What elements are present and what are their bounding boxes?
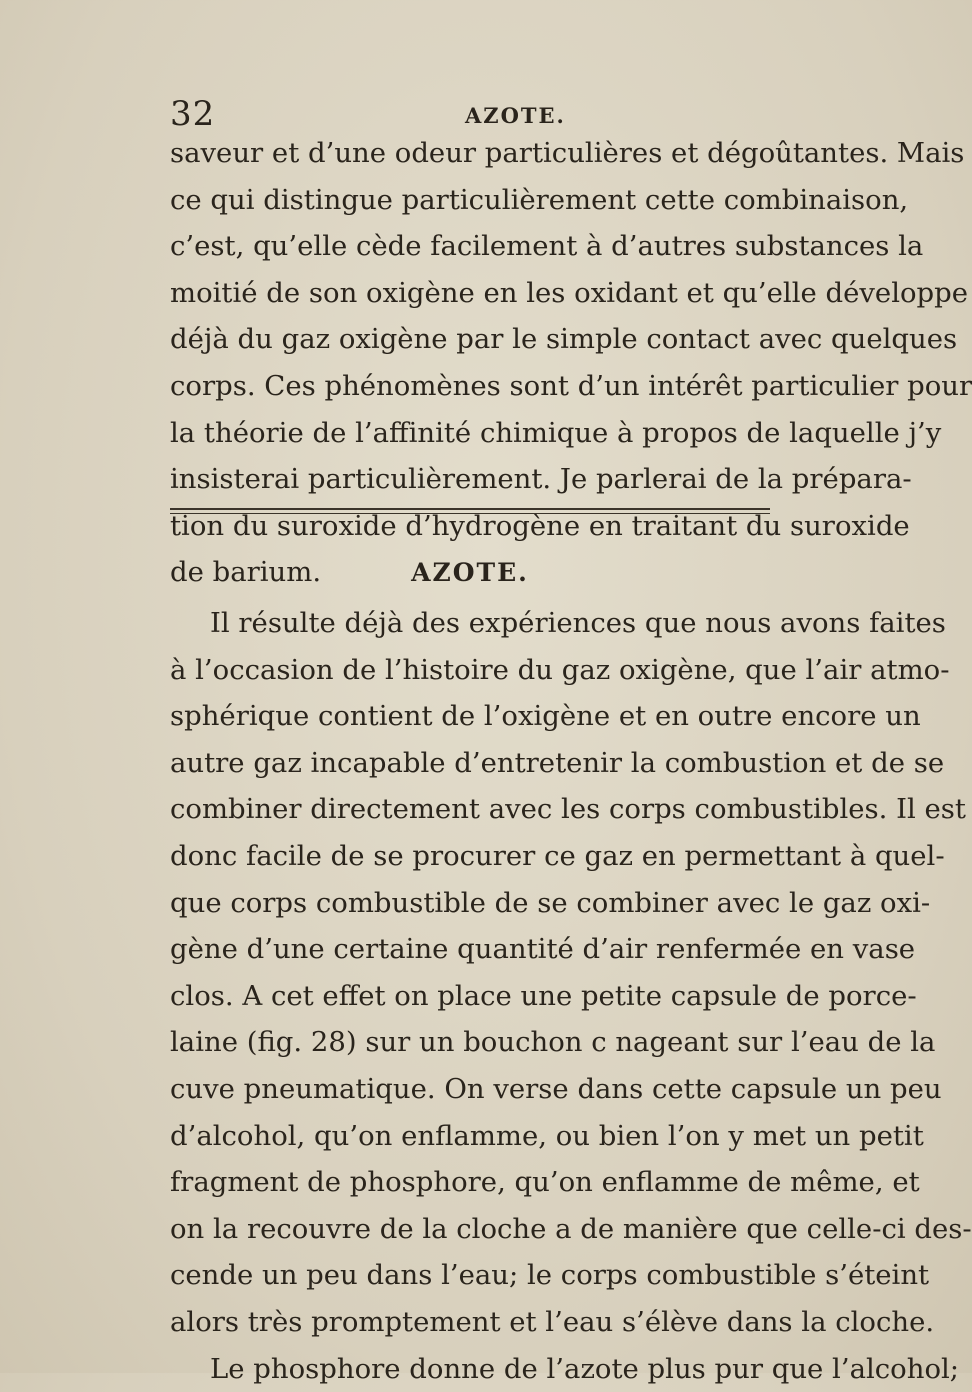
text-line: saveur et d’une odeur particulières et dégoûtantes. Mais — [170, 130, 770, 177]
text-line: donc facile de se procurer ce gaz en permettant à quel- — [170, 833, 770, 880]
text-line: insisterai particulièrement. Je parlerai de la prépara- — [170, 456, 770, 503]
text-line: d’alcohol, qu’on enflamme, ou bien l’on y met un petit — [170, 1113, 770, 1160]
text-line: combiner directement avec les corps combustibles. Il est — [170, 786, 770, 833]
text-line: c’est, qu’elle cède facilement à d’autres substances la — [170, 223, 770, 270]
text-line: autre gaz incapable d’entretenir la combustion et de se — [170, 740, 770, 787]
text-line: gène d’une certaine quantité d’air renfermée en vase — [170, 926, 770, 973]
section-divider — [170, 508, 770, 514]
text-line: la théorie de l’affinité chimique à propos de laquelle j’y — [170, 410, 770, 457]
text-line: que corps combustible de se combiner avec le gaz oxi- — [170, 880, 770, 927]
text-line: on la recouvre de la cloche a de manière que celle-ci des- — [170, 1206, 770, 1253]
section-paragraph — [170, 600, 770, 1392]
text-line: cuve pneumatique. On verse dans cette capsule un peu — [170, 1066, 770, 1113]
text-line: laine (fig. 28) sur un bouchon c nageant sur l’eau de la — [170, 1019, 770, 1066]
text-line: ce qui distingue particulièrement cette combinaison, — [170, 177, 770, 224]
page-number: 32 — [170, 92, 215, 136]
section-title: AZOTE. — [0, 548, 800, 598]
text-line: sphérique contient de l’oxigène et en outre encore un — [170, 693, 770, 740]
text-line: clos. A cet effet on place une petite capsule de porce- — [170, 973, 770, 1020]
text-line: cende un peu dans l’eau; le corps combustible s’éteint — [170, 1252, 770, 1299]
text-line: tion du suroxide d’hydrogène en traitant du suroxide — [170, 503, 770, 550]
text-line: Il résulte déjà des expériences que nous avons faites — [170, 600, 770, 647]
text-line: fragment de phosphore, qu’on enflamme de même, et — [170, 1159, 770, 1206]
text-line: alors très promptement et l’eau s’élève dans la cloche. — [170, 1299, 770, 1346]
text-line: moitié de son oxigène en les oxidant et qu’elle développe — [170, 270, 770, 317]
running-title: AZOTE. — [465, 96, 566, 136]
text-line: à l’occasion de l’histoire du gaz oxigène, que l’air atmo- — [170, 647, 770, 694]
text-line: déjà du gaz oxigène par le simple contact avec quelques — [170, 316, 770, 363]
intro-paragraph — [170, 130, 770, 596]
text-line: corps. Ces phénomènes sont d’un intérêt particulier pour — [170, 363, 770, 410]
text-line: Le phosphore donne de l’azote plus pur que l’alcohol; — [170, 1346, 770, 1392]
text-line: de barium. — [170, 549, 770, 596]
